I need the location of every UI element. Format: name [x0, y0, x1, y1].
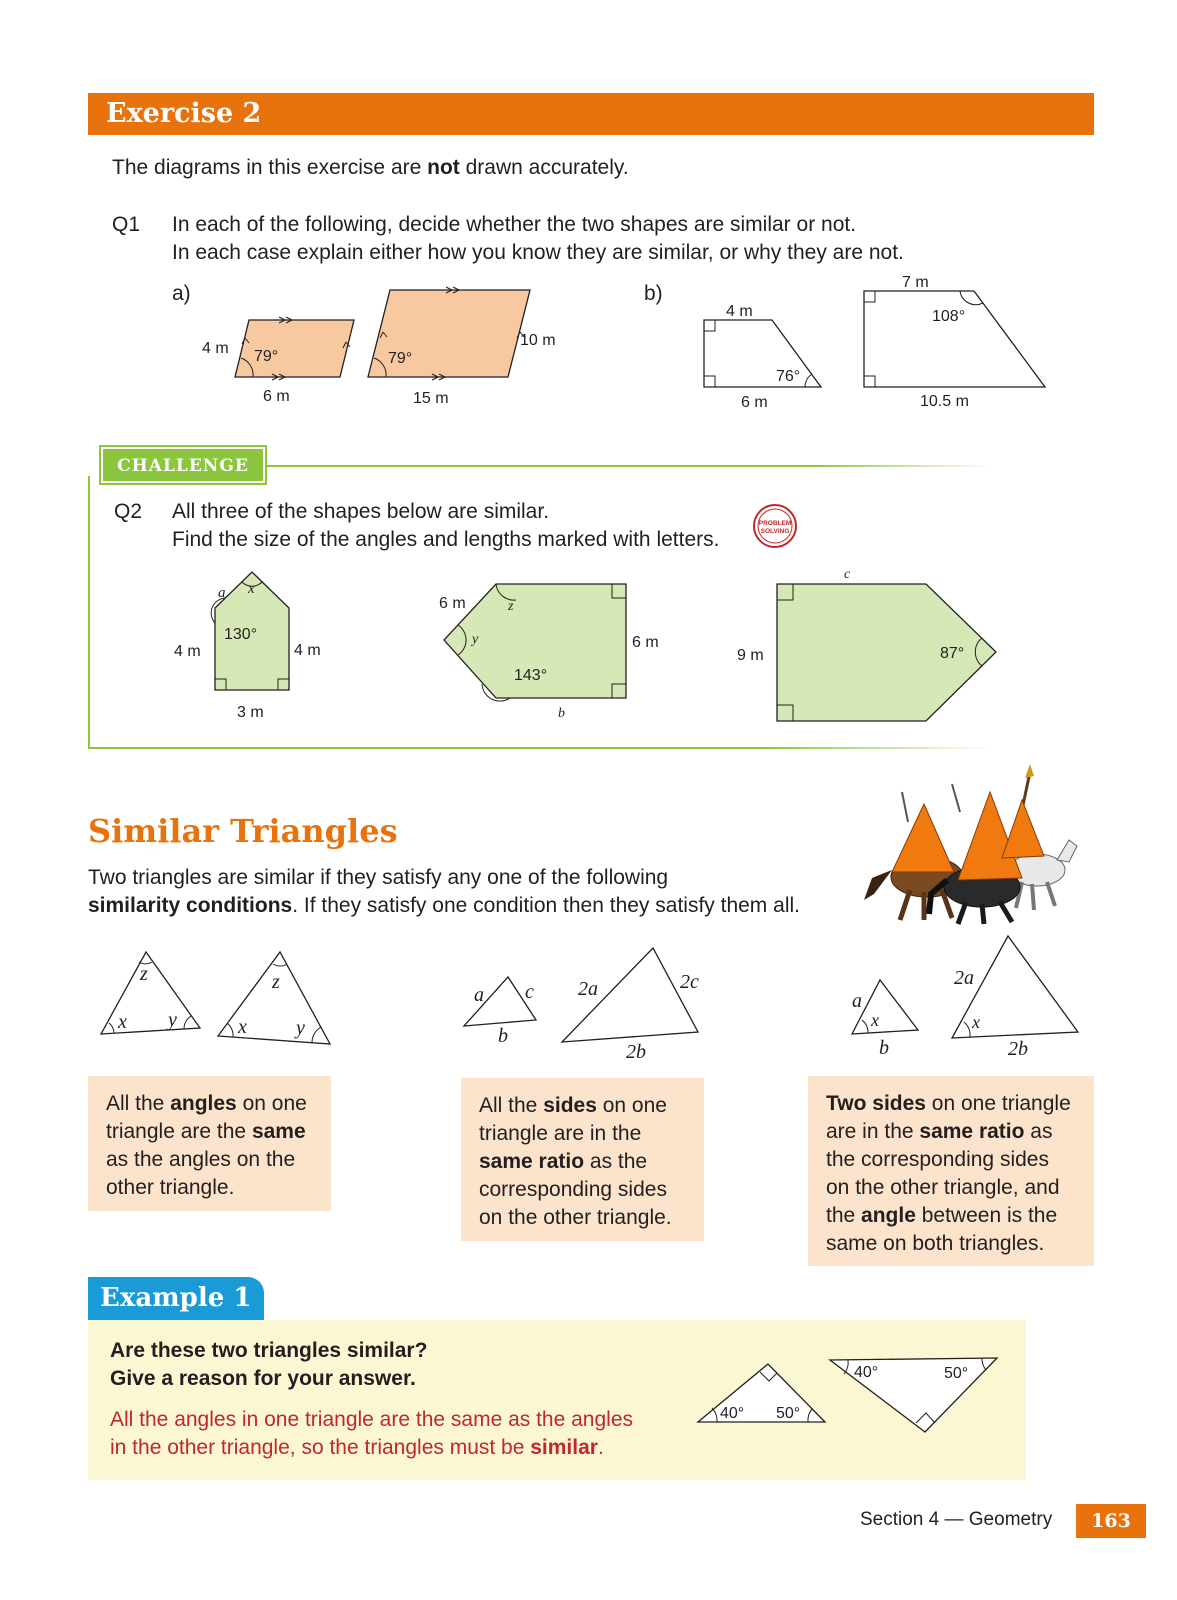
tri1-l-y: y	[296, 1017, 305, 1039]
q1b-label: b)	[644, 282, 663, 305]
tri3-l-a: 2a	[954, 967, 974, 989]
q2-s1-right: 4 m	[294, 642, 321, 659]
q1a-s2-angle: 79°	[388, 350, 413, 367]
q2-s2-b: b	[558, 706, 565, 721]
example-tri1	[698, 1364, 825, 1422]
badge-line2: SOLVING	[760, 528, 790, 535]
condition-box-angles: All the angles on one triangle are the same as the angles on the other triangle.	[88, 1076, 331, 1211]
example-t1-b: 50°	[776, 1405, 801, 1422]
q1b-s1-top: 4 m	[726, 303, 753, 320]
q1-line2: In each case explain either how you know they are similar, or why they are not.	[172, 241, 904, 264]
example-triangles	[690, 1350, 1010, 1450]
tri2-s-b: b	[498, 1025, 508, 1047]
example-t2-a: 40°	[854, 1364, 879, 1381]
condition-box-sides: All the sides on one triangle are in the same ratio as the corresponding sides on the other triangle.	[461, 1078, 704, 1241]
cone-knights-illustration	[862, 762, 1082, 927]
problem-solving-badge	[752, 503, 798, 549]
q1a-s2-base: 15 m	[413, 390, 449, 407]
q1b-small-trapezium	[704, 320, 821, 387]
tri3-l-b: 2b	[1008, 1038, 1028, 1060]
q1b-large-trapezium	[864, 291, 1045, 387]
q1a-small-parallelogram	[235, 320, 354, 377]
example-answer-line1: All the angles in one triangle are the same as the angles	[110, 1408, 634, 1431]
tri3-l-x: x	[972, 1012, 980, 1032]
q2-diagram	[160, 560, 1010, 730]
example-question-line2: Give a reason for your answer.	[110, 1367, 416, 1390]
condition-box-sas: Two sides on one triangle are in the same ratio as the corresponding sides on the other triangle, and the angle between is the same on both triangles.	[808, 1076, 1094, 1266]
tri2-s-c: c	[525, 981, 534, 1003]
example-tab	[88, 1277, 264, 1320]
q2-s2-z: z	[508, 599, 514, 614]
exercise-intro: The diagrams in this exercise are not drawn accurately.	[112, 156, 629, 179]
q1a-s1-angle: 79°	[254, 348, 279, 365]
q2-s3-c: c	[844, 567, 851, 582]
q1b-s1-angle: 76°	[776, 368, 801, 385]
tri3-s-b: b	[879, 1037, 889, 1059]
q2-s2-angle: 143°	[514, 667, 548, 684]
exercise-title: Exercise 2	[106, 98, 262, 129]
q1-number: Q1	[112, 213, 141, 236]
exercise-header	[88, 93, 1094, 135]
q1b-diagram	[690, 268, 1060, 418]
q2-number: Q2	[114, 500, 143, 523]
footer-page-number: 163	[1076, 1504, 1146, 1538]
q2-s1-x: x	[248, 581, 255, 597]
similarity-triangles	[88, 930, 1098, 1070]
q1-line1: In each of the following, decide whether the two shapes are similar or not.	[172, 213, 857, 236]
q1b-s2-top: 7 m	[902, 274, 929, 291]
tri1-s-y: y	[168, 1009, 177, 1031]
q2-s2-top: 6 m	[439, 595, 466, 612]
example-t2-b: 50°	[944, 1365, 969, 1382]
q1a-s1-side: 4 m	[202, 340, 229, 357]
tri1-large	[218, 952, 330, 1044]
q2-s3-left: 9 m	[737, 647, 764, 664]
q2-s1-left: 4 m	[174, 643, 201, 660]
challenge-label: CHALLENGE	[103, 449, 263, 481]
q1a-label: a)	[172, 282, 191, 305]
q1a-diagram	[190, 280, 590, 415]
q2-s1-angle: 130°	[224, 626, 258, 643]
tri1-s-z: z	[140, 963, 148, 985]
badge-line1: PROBLEM	[758, 520, 792, 527]
q2-s1-a: a	[218, 585, 226, 601]
q2-s2-right: 6 m	[632, 634, 659, 651]
q2-s1-base: 3 m	[237, 704, 264, 721]
tri3-s-x: x	[871, 1010, 879, 1030]
q2-line2: Find the size of the angles and lengths marked with letters.	[172, 528, 720, 551]
q1a-s1-base: 6 m	[263, 388, 290, 405]
tri3-s-a: a	[852, 990, 862, 1012]
tri1-l-x: x	[238, 1016, 247, 1038]
q1b-s2-base: 10.5 m	[920, 393, 969, 410]
similar-intro-line2: similarity conditions. If they satisfy one condition then they satisfy them all.	[88, 894, 800, 917]
q1b-s1-base: 6 m	[741, 394, 768, 411]
footer-section: Section 4 — Geometry	[860, 1509, 1053, 1530]
example-title: Example 1	[100, 1283, 252, 1313]
tri1-small	[101, 952, 200, 1034]
tri1-l-z: z	[272, 971, 280, 993]
tri1-s-x: x	[118, 1011, 127, 1033]
q1b-s2-angle: 108°	[932, 308, 966, 325]
q2-s2-y: y	[472, 632, 479, 647]
example-question-line1: Are these two triangles similar?	[110, 1339, 428, 1362]
similar-intro-line1: Two triangles are similar if they satisfy any one of the following	[88, 866, 669, 889]
example-answer-line2: in the other triangle, so the triangles must be similar.	[110, 1436, 604, 1459]
tri2-l-a: 2a	[578, 978, 598, 1000]
q2-s3-angle: 87°	[940, 645, 965, 662]
tri2-s-a: a	[474, 984, 484, 1006]
similar-heading: Similar Triangles	[88, 812, 398, 850]
example-t1-a: 40°	[720, 1405, 745, 1422]
q1a-s2-side: 10 m	[520, 332, 556, 349]
tri2-l-b: 2b	[626, 1041, 646, 1063]
tri2-l-c: 2c	[680, 971, 699, 993]
q2-line1: All three of the shapes below are similar.	[172, 500, 550, 523]
